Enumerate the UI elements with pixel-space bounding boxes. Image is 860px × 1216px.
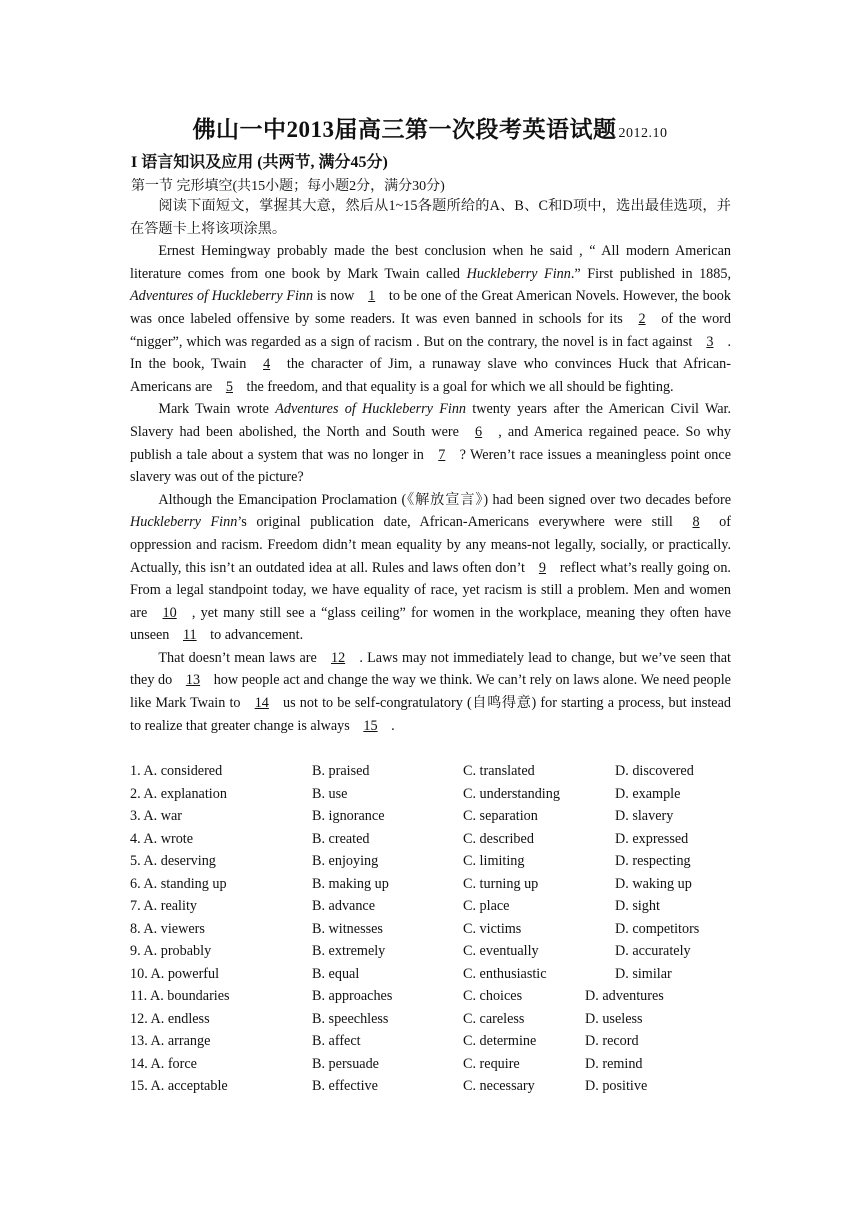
blank-1: 1 xyxy=(368,288,376,305)
blank-7: 7 xyxy=(438,446,446,463)
subsection-heading: 第一节 完形填空(共15小题；每小题2分，满分30分) xyxy=(131,179,445,194)
blank-3: 3 xyxy=(706,333,714,350)
option-b: B. equal xyxy=(312,965,360,982)
option-a: 6. A. standing up xyxy=(130,875,227,892)
section-heading: I 语言知识及应用 (共两节, 满分45分) xyxy=(131,154,388,171)
option-b: B. approaches xyxy=(312,988,393,1004)
option-d: D. remind xyxy=(585,1055,643,1072)
option-b: B. extremely xyxy=(312,943,386,959)
option-row xyxy=(130,1030,750,1053)
instructions: 阅读下面短文，掌握其大意，然后从1~15各题所给的A、B、C和D项中，选出最佳选项，并在答题卡上将该项涂黑。 xyxy=(130,198,731,237)
option-c: C. determine xyxy=(463,1033,537,1049)
option-row xyxy=(130,828,750,851)
option-b: B. persuade xyxy=(312,1055,379,1072)
option-c: C. enthusiastic xyxy=(463,965,547,982)
blank-4: 4 xyxy=(263,356,271,373)
option-c: C. choices xyxy=(463,988,523,1004)
option-c: C. separation xyxy=(463,808,538,824)
blank-10: 10 xyxy=(162,604,177,621)
option-a: 2. A. explanation xyxy=(130,785,227,802)
option-row xyxy=(130,760,750,783)
option-a: 11. A. boundaries xyxy=(130,988,230,1004)
option-a: 9. A. probably xyxy=(130,943,212,959)
option-b: B. making up xyxy=(312,875,389,892)
option-c: C. limiting xyxy=(463,853,525,869)
paragraph-2: Mark Twain wrote Adventures of Huckleberry Finn twenty years after the American Civil War. Slavery had been abolished, the North and South were 6 , and America regained peace. So why publish a tale about a system that was no longer in 7 ? Weren’t race issues a meaningless point once slavery was out of the picture? xyxy=(130,401,732,486)
paragraph-1: Ernest Hemingway probably made the best conclusion when he said , “ All modern American literature comes from one book by Mark Twain called Huckleberry Finn.” First published in 1885, Adventures of Huckleberry Finn is now 1 to be one of the Great American Novels. However, the book was once labeled offensive by some readers. It was even banned in schools for its 2 of the word “nigger”, which was regarded as a sign of racism . But on the contrary, the novel is in fact against 3 . In the book, Twain 4 the character of Jim, a runaway slave who convinces Huck that African-Americans are 5 the freedom, and that equality is a goal for which we all should be fighting. xyxy=(130,243,731,395)
option-row xyxy=(130,918,750,941)
paragraph-4: That doesn’t mean laws are 12 . Laws may not immediately lead to change, but we’ve seen that they do 13 how people act and change the way we think. We can’t rely on laws alone. We need people like Mark Twain to 14 us not to be self-congratulatory (自鸣得意) for starting a process, but instead to realize that greater change is always 15 . xyxy=(130,649,731,734)
option-a: 3. A. war xyxy=(130,808,183,824)
option-d: D. respecting xyxy=(615,853,691,869)
option-row xyxy=(130,1008,750,1031)
option-b: B. use xyxy=(312,785,348,802)
option-a: 7. A. reality xyxy=(130,898,197,914)
option-d: D. expressed xyxy=(615,830,689,847)
option-a: 5. A. deserving xyxy=(130,853,216,869)
option-b: B. effective xyxy=(312,1078,378,1094)
option-row xyxy=(130,850,750,873)
option-a: 13. A. arrange xyxy=(130,1033,211,1049)
option-row xyxy=(130,895,750,918)
option-b: B. created xyxy=(312,830,370,847)
option-a: 8. A. viewers xyxy=(130,920,205,937)
option-c: C. necessary xyxy=(463,1078,535,1094)
option-a: 14. A. force xyxy=(130,1055,197,1072)
option-c: C. described xyxy=(463,830,534,847)
option-b: B. speechless xyxy=(312,1010,389,1027)
option-a: 1. A. considered xyxy=(130,763,223,779)
blank-2: 2 xyxy=(638,310,646,327)
option-a: 4. A. wrote xyxy=(130,830,194,847)
option-c: C. require xyxy=(463,1055,520,1072)
blank-5: 5 xyxy=(225,378,233,395)
option-d: D. waking up xyxy=(615,875,692,892)
option-c: C. place xyxy=(463,898,510,914)
option-a: 15. A. acceptable xyxy=(130,1078,228,1094)
option-d: D. record xyxy=(585,1033,639,1049)
option-b: B. enjoying xyxy=(312,853,379,869)
option-d: D. sight xyxy=(615,898,660,914)
option-b: B. witnesses xyxy=(312,920,383,937)
blank-12: 12 xyxy=(330,649,346,666)
option-c: C. careless xyxy=(463,1010,525,1027)
exam-date: 2012.10 xyxy=(618,126,668,141)
option-b: B. advance xyxy=(312,898,376,914)
blank-14: 14 xyxy=(254,695,269,712)
option-d: D. useless xyxy=(585,1010,643,1027)
option-d: D. discovered xyxy=(615,763,694,779)
option-row xyxy=(130,783,750,806)
option-a: 10. A. powerful xyxy=(130,965,220,982)
option-a: 12. A. endless xyxy=(130,1010,210,1027)
blank-6: 6 xyxy=(475,423,483,440)
blank-11: 11 xyxy=(182,627,197,644)
option-row xyxy=(130,1075,750,1098)
answer-options xyxy=(130,760,750,1098)
option-b: B. affect xyxy=(312,1033,361,1049)
option-row xyxy=(130,963,750,986)
blank-9: 9 xyxy=(538,559,546,576)
option-c: C. turning up xyxy=(463,875,539,892)
option-d: D. adventures xyxy=(585,988,664,1004)
blank-15: 15 xyxy=(363,717,378,734)
option-b: B. ignorance xyxy=(312,808,385,824)
option-b: B. praised xyxy=(312,763,370,779)
option-c: C. eventually xyxy=(463,943,539,959)
blank-13: 13 xyxy=(185,672,201,689)
exam-title xyxy=(0,111,860,144)
option-d: D. competitors xyxy=(615,920,700,937)
option-d: D. positive xyxy=(585,1078,648,1094)
option-c: C. understanding xyxy=(463,785,560,802)
paragraph-3: Although the Emancipation Proclamation (《解放宣言》) had been signed over two decades before Huckleberry Finn’s original publication date, African-Americans everywhere were still 8 of oppression and racism. Freedom didn’t mean equality by any means-not legally, socially, or practically. Actually, this isn’t an outdated idea at all. Rules and laws often don’t 9 reflect what’s really going on. From a legal standpoint today, we have equality of race, yet racism is still a problem. Men and women are 10 , yet many still see a “glass ceiling” for women in the workplace, meaning they often have unseen 11 to advancement. xyxy=(130,491,731,644)
blank-8: 8 xyxy=(692,514,700,531)
option-row xyxy=(130,940,750,963)
option-row xyxy=(130,805,750,828)
option-d: D. slavery xyxy=(615,808,674,824)
option-row xyxy=(130,1053,750,1076)
option-c: C. translated xyxy=(463,763,535,779)
option-d: D. example xyxy=(615,785,681,802)
option-row xyxy=(130,873,750,896)
option-c: C. victims xyxy=(463,920,522,937)
option-row xyxy=(130,985,750,1008)
option-d: D. similar xyxy=(615,965,672,982)
option-d: D. accurately xyxy=(615,943,691,959)
exam-title-text: 佛山一中2013届高三第一次段考英语试题 xyxy=(192,117,617,142)
passage xyxy=(130,195,731,737)
